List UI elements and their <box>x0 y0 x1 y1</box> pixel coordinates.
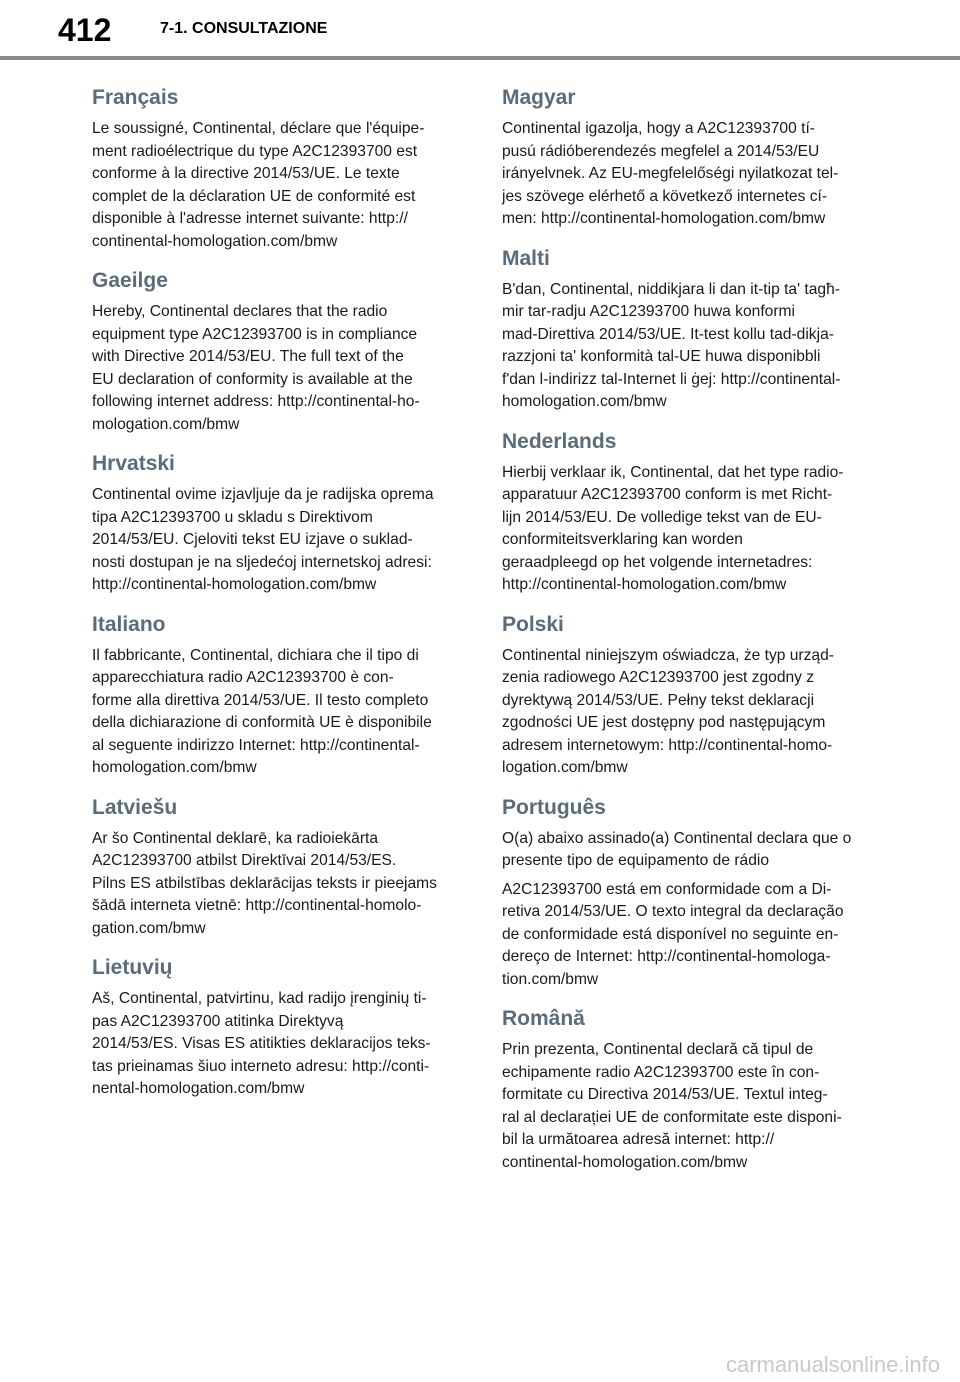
section-title: Hrvatski <box>92 452 175 475</box>
section-body: Aš, Continental, patvirtinu, kad radijo įrenginių ti- pas A2C12393700 atitinka Direktyvą 2014/53/ES. Visas ES atitikties deklaracijos teks- tas prieinamas šiuo interneto adresu: http://conti- nental-homologation.com/bmw <box>92 990 431 1097</box>
section-title: Latviešu <box>92 795 178 819</box>
section-body: Le soussigné, Continental, déclare que l'équipe- ment radioélectrique du type A2C12393700 est conforme à la directive 2014/53/UE. Le texte complet de la déclaration UE de conformité est disponible à l'adresse internet suivante: http:// continental-homologation.com/bmw <box>92 120 425 250</box>
section-body: O(a) abaixo assinado(a) Continental declara que o presente tipo de equipamento de rádio <box>502 829 852 869</box>
section-lietuviu <box>92 954 472 1101</box>
section-latviesu <box>92 794 472 941</box>
section-polski <box>502 611 874 780</box>
section-francais <box>92 84 472 253</box>
section-title: Polski <box>502 612 564 636</box>
section-body: Hierbij verklaar ik, Continental, dat het type radio- apparatuur A2C12393700 conform is met Richt- lijn 2014/53/EU. De volledige tekst van de EU- conformiteitsverklaring kan worden geraadpleegd op het volgende internetadres: http://continental-homologation.com/bmw <box>502 463 844 593</box>
section-nederlands <box>502 428 874 597</box>
section-romana <box>502 1005 874 1174</box>
page-number: 412 <box>58 12 112 48</box>
section-title: Français <box>92 86 179 109</box>
section-title: Lietuvių <box>92 956 173 979</box>
right-column <box>502 78 874 1188</box>
section-title: Română <box>502 1007 585 1030</box>
section-magyar <box>502 84 874 231</box>
section-title: Italiano <box>92 612 166 636</box>
section-portugues <box>502 794 874 992</box>
section-body: Il fabbricante, Continental, dichiara che il tipo di apparecchiatura radio A2C12393700 è con- forme alla direttiva 2014/53/UE. Il testo completo della dichiarazione di conformità UE è disponibile al seguente indirizzo Internet: http://continental- homologation.com/bmw <box>92 646 432 776</box>
section-title: Nederlands <box>502 429 617 453</box>
section-body: B'dan, Continental, niddikjara li dan it-tip ta' tagħ- mir tar-radju A2C12393700 huwa konformi mad-Direttiva 2014/53/UE. It-test kollu tad-dikja- razzjoni ta' konformità tal-UE huwa disponibbli f'dan l-indirizz tal-Internet li ġej: http://continental- homologation.com/bmw <box>502 280 841 410</box>
chapter-title: 7-1. CONSULTAZIONE <box>160 20 328 37</box>
section-italiano <box>92 611 472 780</box>
section-title: Malti <box>502 246 550 270</box>
section-body-continued: A2C12393700 está em conformidade com a Di- retiva 2014/53/UE. O texto integral da declaração de conformidade está disponível no seguinte en- dereço de Internet: http://continental-homologa- tion.com/bmw <box>502 880 844 988</box>
watermark: carmanualsonline.info <box>725 1352 940 1377</box>
section-body: Continental igazolja, hogy a A2C12393700 tí- pusú rádióberendezés megfelel a 2014/53/EU irányelvnek. Az EU-megfelelőségi nyilatkozat tel- jes szövege elérhető a következő internetes cí- men: http://continental-homologation.com/bmw <box>502 120 839 227</box>
page-header <box>0 0 960 62</box>
header-divider <box>0 56 960 60</box>
section-malti <box>502 245 874 414</box>
section-body: Ar šo Continental deklarē, ka radioiekārta A2C12393700 atbilst Direktīvai 2014/53/ES. Pilns ES atbilstības deklarācijas teksts ir pieejams šādā interneta vietnē: http://continental-homolo- gation.com/bmw <box>92 829 437 937</box>
section-body: Hereby, Continental declares that the radio equipment type A2C12393700 is in compliance with Directive 2014/53/EU. The full text of the EU declaration of conformity is available at the following internet address: http://continental-ho- mologation.com/bmw <box>92 303 420 433</box>
section-title: Português <box>502 795 606 819</box>
section-title: Magyar <box>502 86 576 109</box>
section-gaeilge <box>92 267 472 436</box>
section-body: Continental ovime izjavljuje da je radijska oprema tipa A2C12393700 u skladu s Direktivom 2014/53/EU. Cjeloviti tekst EU izjave o suklad- nosti dostupan je na sljedećoj internetskoj adresi: http://continental-homologation.com/bmw <box>92 486 434 593</box>
section-body: Continental niniejszym oświadcza, że typ urząd- zenia radiowego A2C12393700 jest zgodny z dyrektywą 2014/53/UE. Pełny tekst deklaracji zgodności UE jest dostępny pod następującym adresem internetowym: http://continental-homo- logation.com/bmw <box>502 646 834 776</box>
section-title: Gaeilge <box>92 269 168 292</box>
section-body: Prin prezenta, Continental declară că tipul de echipamente radio A2C12393700 este în con- formitate cu Directiva 2014/53/UE. Textul integ- ral al declarației UE de conformitate este disponi- bil la următoarea adresă internet: http:// continental-homologation.com/bmw <box>502 1041 842 1171</box>
left-column <box>92 78 472 1115</box>
section-hrvatski <box>92 450 472 597</box>
